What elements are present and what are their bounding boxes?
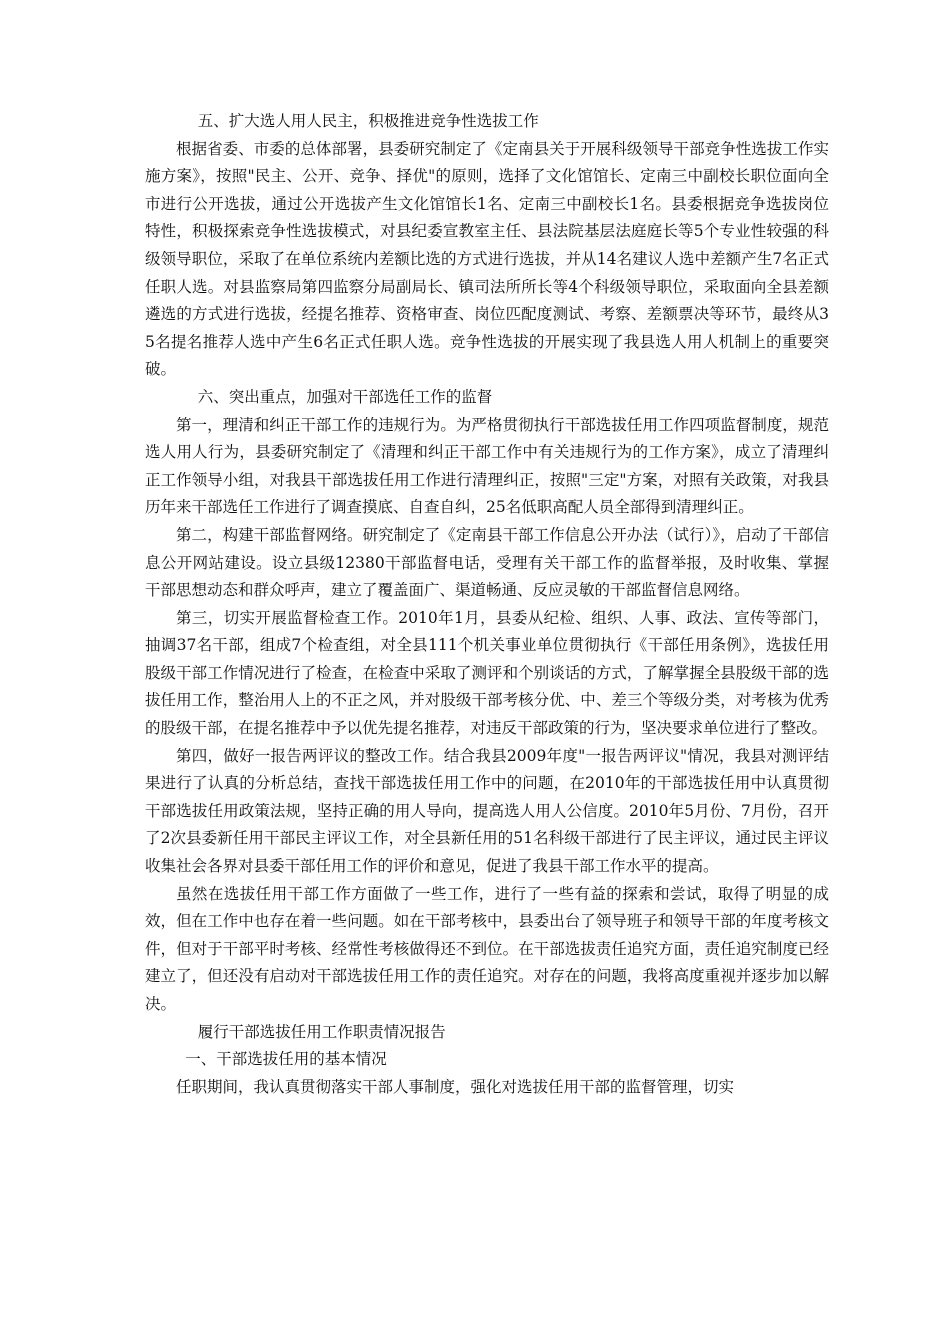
section-6-paragraph-3: 第三，切实开展监督检查工作。2010年1月，县委从纪检、组织、人事、政法、宣传等部门，抽调37名干部，组成7个检查组，对全县111个机关事业单位贯彻执行《干部任用条例》，选拔任用股级干部工作情况进行了检查，在检查中采取了测评和个别谈话的方式，了解掌握全县股级干部的选拔任用工作，整治用人上的不正之风，并对股级干部考核分优、中、差三个等级分类，对考核为优秀的股级干部，在提名推荐中予以优先提名推荐，对违反干部政策的行为，坚决要求单位进行了整改。 <box>145 608 829 738</box>
section-5-body: 根据省委、市委的总体部署，县委研究制定了《定南县关于开展科级领导干部竞争性选拔工作实施方案》，按照"民主、公开、竞争、择优"的原则，选择了文化馆馆长、定南三中副校长职位面向全市进行公开选拔，通过公开选拔产生文化馆馆长1名、定南三中副校长1名。县委根据竞争选拔岗位特性，积极探索竞争性选拔模式，对县纪委宣教室主任、县法院基层法庭庭长等5个专业性较强的科级领导职位，采取了在单位系统内差额比选的方式进行选拔，并从14名建议人选中差额产生7名正式任职人选。对县监察局第四监察分局副局长、镇司法所所长等4个科级领导职位，采取面向全县差额遴选的方式进行选拔，经提名推荐、资格审查、岗位匹配度测试、考察、差额票决等环节，最终从35名提名推荐人选中产生6名正式任职人选。竞争性选拔的开展实现了我县选人用人机制上的重要突破。 <box>145 139 829 379</box>
document-page <box>145 108 829 1101</box>
problems-paragraph: 虽然在选拔任用干部工作方面做了一些工作，进行了一些有益的探索和尝试，取得了明显的成效，但在工作中也存在着一些问题。如在干部考核中，县委出台了领导班子和领导干部的年度考核文件，但对于干部平时考核、经常性考核做得还不到位。在干部选拔责任追究方面，责任追究制度已经建立了，但还没有启动对干部选拔任用工作的责任追究。对存在的问题，我将高度重视并逐步加以解决。 <box>145 884 829 1013</box>
report-title: 履行干部选拔任用工作职责情况报告 <box>197 1022 446 1041</box>
section-6-heading: 六、突出重点，加强对干部选任工作的监督 <box>197 387 493 406</box>
report-section-1-body: 任职期间，我认真贯彻落实干部人事制度，强化对选拔任用干部的监督管理，切实 <box>176 1077 735 1096</box>
section-5-heading: 五、扩大选人用人民主，积极推进竞争性选拔工作 <box>197 112 539 130</box>
section-6-paragraph-4: 第四，做好一报告两评议的整改工作。结合我县2009年度"一报告两评议"情况，我县对测评结果进行了认真的分析总结，查找干部选拔任用工作中的问题，在2010年的干部选拔任用中认真贯彻干部选拔任用政策法规，坚持正确的用人导向，提高选人用人公信度。2010年5月份、7月份，召开了2次县委新任用干部民主评议工作，对全县新任用的51名科级干部进行了民主评议，通过民主评议收集社会各界对县委干部任用工作的评价和意见，促进了我县干部工作水平的提高。 <box>145 746 829 876</box>
section-6-paragraph-1: 第一，理清和纠正干部工作的违规行为。为严格贯彻执行干部选拔任用工作四项监督制度，规范选人用人行为，县委研究制定了《清理和纠正干部工作中有关违规行为的工作方案》，成立了清理纠正工作领导小组，对我县干部选拔任用工作进行清理纠正，按照"三定"方案，对照有关政策，对我县历年来干部选任工作进行了调查摸底、自查自纠，25名低职高配人员全部得到清理纠正。 <box>145 415 829 517</box>
report-section-1-heading: 一、干部选拔任用的基本情况 <box>185 1050 387 1069</box>
section-6-paragraph-2: 第二，构建干部监督网络。研究制定了《定南县干部工作信息公开办法（试行）》，启动了干部信息公开网站建设。设立县级12380干部监督电话，受理有关干部工作的监督举报，及时收集、掌握干部思想动态和群众呼声，建立了覆盖面广、渠道畅通、反应灵敏的干部监督信息网络。 <box>145 525 829 600</box>
